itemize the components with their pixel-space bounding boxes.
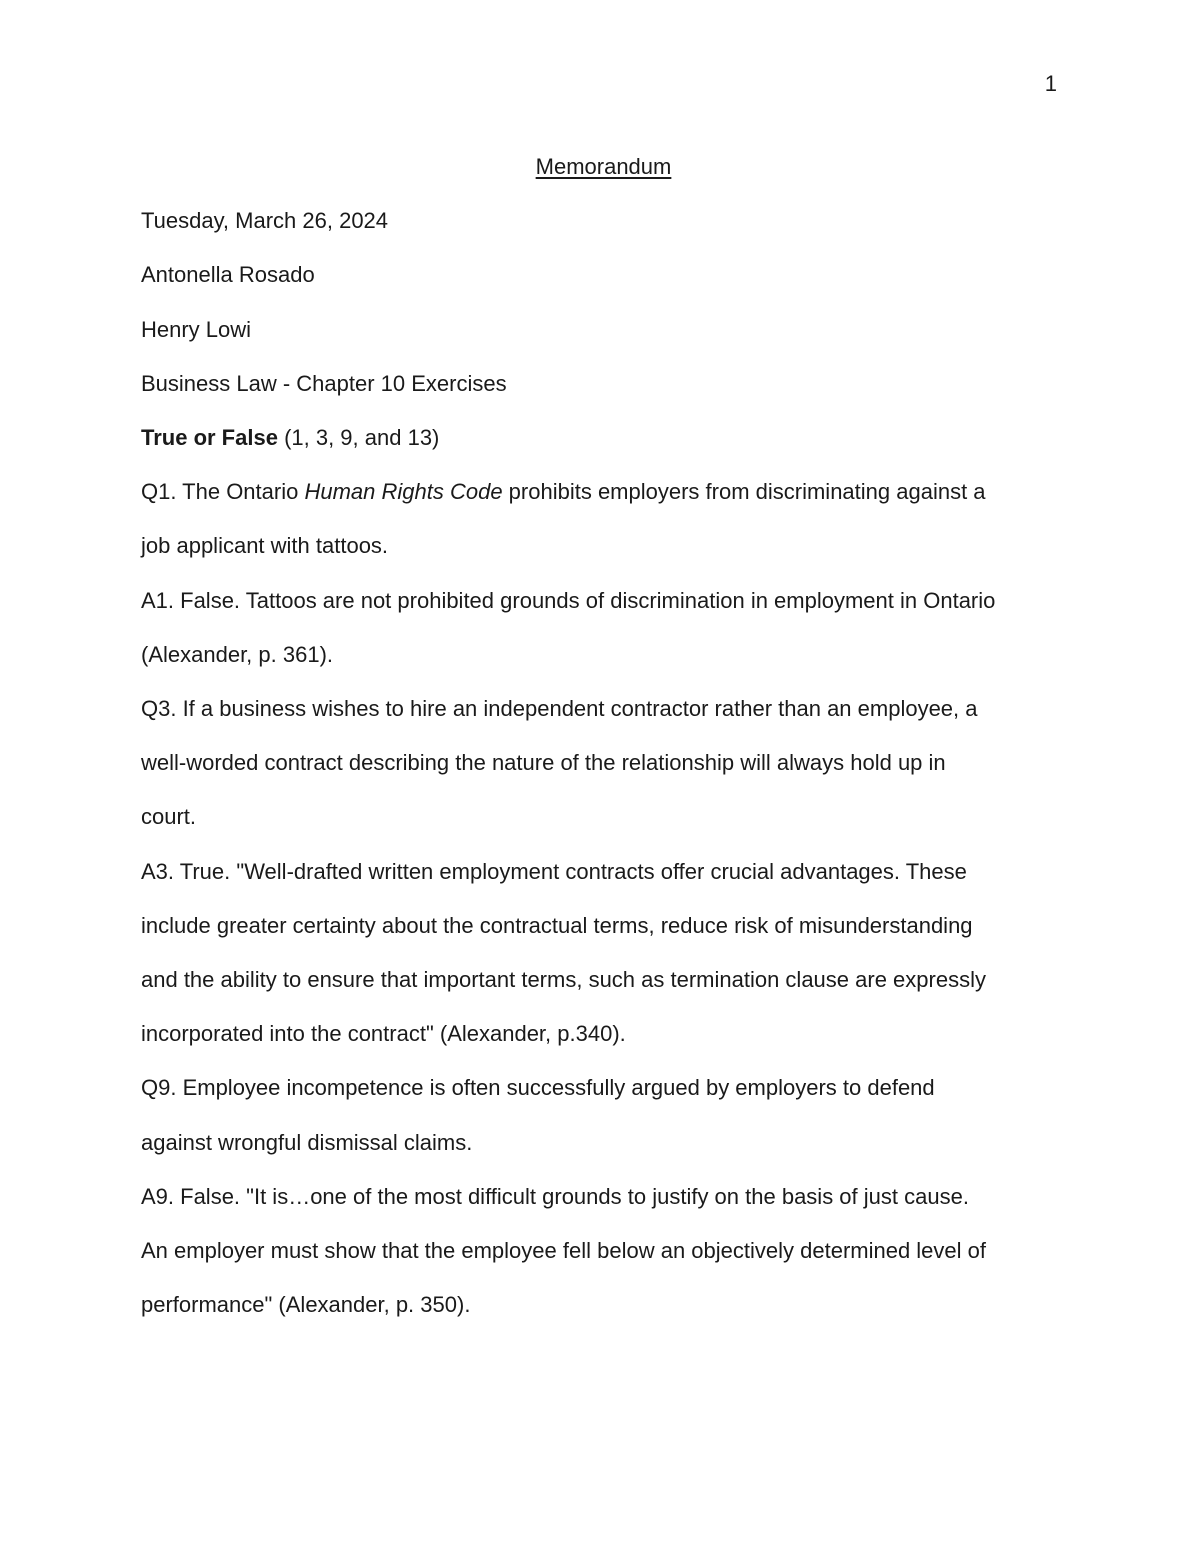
question-3: [141, 682, 1066, 845]
q9-line-2: against wrongful dismissal claims.: [141, 1129, 473, 1155]
a3-line-2: include greater certainty about the contractual terms, reduce risk of misunderstanding: [141, 912, 973, 938]
memo-title: Memorandum: [535, 154, 672, 179]
memo-author: Antonella Rosado: [141, 262, 315, 288]
memo-recipient: Henry Lowi: [141, 316, 252, 342]
answer-1: [141, 574, 1066, 682]
q1-line-2: job applicant with tattoos.: [141, 533, 389, 559]
a3-line-4: incorporated into the contract" (Alexander, p.340).: [141, 1021, 626, 1047]
a9-line-1: A9. False. "It is…one of the most difficult grounds to justify on the basis of just cause.: [141, 1183, 969, 1209]
a1-line-2: (Alexander, p. 361).: [141, 641, 334, 667]
memo-subject: Business Law - Chapter 10 Exercises: [141, 370, 507, 396]
section-heading: [141, 411, 1066, 465]
q3-line-1: Q3. If a business wishes to hire an independent contractor rather than an employee, a: [141, 696, 978, 722]
question-1: [141, 465, 1066, 573]
q9-line-1: Q9. Employee incompetence is often successfully argued by employers to defend: [141, 1075, 935, 1101]
q1-prefix: Q1. The Ontario: [141, 479, 305, 505]
q3-line-2: well-worded contract describing the nature of the relationship will always hold up in: [141, 750, 946, 776]
a3-line-3: and the ability to ensure that important terms, such as termination clause are expressly: [141, 967, 986, 993]
q1-suffix: prohibits employers from discriminating against a: [502, 479, 986, 505]
memo-date: Tuesday, March 26, 2024: [141, 208, 389, 234]
answer-3: [141, 845, 1066, 1062]
question-9: [141, 1061, 1066, 1169]
q3-line-3: court.: [141, 804, 197, 830]
q1-italic-title: Human Rights Code: [304, 479, 503, 505]
a3-line-1: A3. True. "Well-drafted written employment contracts offer crucial advantages. These: [141, 858, 967, 884]
section-heading-suffix: (1, 3, 9, and 13): [277, 425, 440, 451]
memo-body: [141, 140, 1066, 1332]
answer-9: [141, 1170, 1066, 1333]
a9-line-2: An employer must show that the employee fell below an objectively determined level of: [141, 1238, 987, 1264]
a9-line-3: performance" (Alexander, p. 350).: [141, 1292, 471, 1318]
section-heading-bold: True or False: [141, 425, 278, 451]
page-number: 1: [1044, 71, 1057, 96]
a1-line-1: A1. False. Tattoos are not prohibited grounds of discrimination in employment in Ontario: [141, 587, 996, 613]
